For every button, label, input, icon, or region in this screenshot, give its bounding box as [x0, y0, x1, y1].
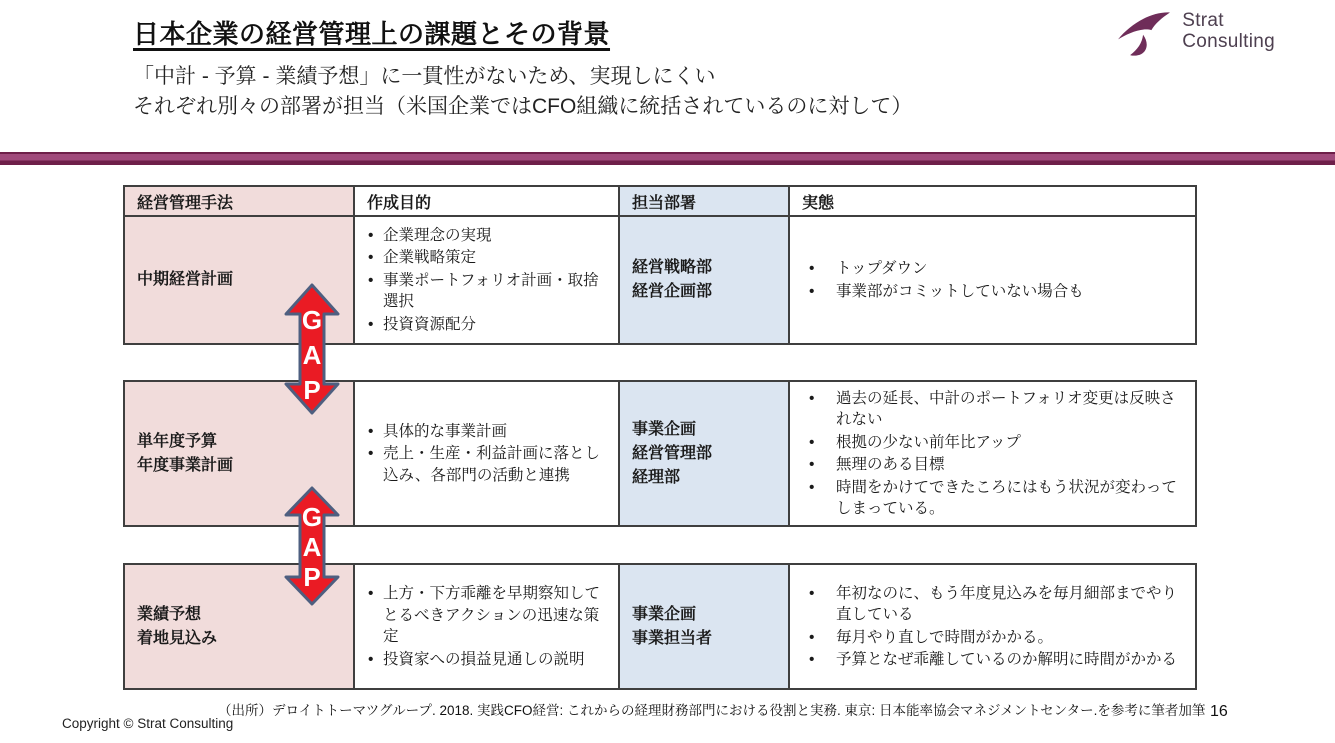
bullet-item: • 売上・生産・利益計画に落とし込み、各部門の活動と連携: [361, 443, 612, 486]
department-line: 事業企画: [632, 605, 697, 623]
bullet-item: • 投資資源配分: [361, 314, 612, 336]
purpose-cell-row2: [355, 382, 620, 525]
gap-letter: A: [302, 340, 322, 370]
method-line: 中期経営計画: [137, 271, 234, 288]
logo-swoosh-icon: [1115, 6, 1173, 56]
purpose-cell-row3: [355, 565, 620, 688]
page-number: 16: [1210, 703, 1228, 720]
department-cell-row2: [620, 382, 790, 525]
department-cell-row3: [620, 565, 790, 688]
bullet-item: • 時間をかけてできたころにはもう状況が変わってしまっている。: [796, 477, 1189, 520]
header-cell-method: 経営管理手法: [125, 187, 355, 217]
department-line: 経営企画部: [632, 283, 713, 300]
bullet-item: • 根拠の少ない前年比アップ: [796, 432, 1189, 454]
gap-letter: A: [302, 532, 322, 562]
method-line: 年度事業計画: [137, 456, 234, 474]
gap-letter: P: [303, 375, 321, 405]
logo-name-line-2: Consulting: [1182, 31, 1275, 52]
bullet-item: • トップダウン: [796, 258, 1189, 280]
bullet-item: • 事業部がコミットしていない場合も: [796, 281, 1189, 303]
gap-letter: G: [301, 502, 323, 532]
page-title: 日本企業の経営管理上の課題とその背景: [133, 19, 611, 49]
subtitle-line-2: それぞれ別々の部署が担当（米国企業ではCFO組織に統括されているのに対して）: [133, 95, 913, 118]
gap-letter: G: [301, 305, 323, 335]
logo-name-line-1: Strat: [1182, 10, 1224, 31]
department-line: 経営戦略部: [632, 259, 713, 276]
bullet-item: • 上方・下方乖離を早期察知してとるべきアクションの迅速な策定: [361, 583, 612, 648]
method-line: 単年度予算: [137, 432, 218, 450]
title-block: [133, 14, 1033, 122]
bullet-item: • 過去の延長、中計のポートフォリオ変更は反映されない: [796, 388, 1189, 431]
gap-arrow-icon: [283, 283, 341, 415]
source-citation: （出所）デロイトトーマツグループ. 2018. 実践CFO経営: これからの経理財務部門における役割と実務. 東京: 日本能率協会マネジメントセンター.を参考に筆者加筆: [218, 703, 1206, 718]
strat-consulting-logo: [1115, 6, 1275, 56]
copyright-notice: Copyright © Strat Consulting: [62, 716, 234, 731]
department-cell-row1: [620, 217, 790, 343]
purpose-cell-row1: [355, 217, 620, 343]
bullet-item: • 毎月やり直しで時間がかかる。: [796, 627, 1189, 649]
bullet-item: • 企業戦略策定: [361, 247, 612, 269]
gap-arrow-icon: [283, 486, 341, 606]
bullet-item: • 年初なのに、もう年度見込みを毎月細部までやり直している: [796, 583, 1189, 626]
reality-cell-row1: [790, 217, 1195, 343]
bullet-item: • 無理のある目標: [796, 454, 1189, 476]
bullet-item: • 企業理念の実現: [361, 225, 612, 247]
header-cell-reality: 実態: [790, 187, 1195, 217]
department-line: 事業企画: [632, 420, 697, 438]
bullet-item: • 投資家への損益見通しの説明: [361, 649, 612, 671]
department-line: 経営管理部: [632, 444, 713, 462]
header-cell-department: 担当部署: [620, 187, 790, 217]
bullet-item: • 予算となぜ乖離しているのか解明に時間がかかる: [796, 649, 1189, 671]
department-line: 経理部: [632, 468, 681, 486]
reality-cell-row3: [790, 565, 1195, 688]
bullet-item: • 具体的な事業計画: [361, 421, 612, 443]
department-line: 事業担当者: [632, 629, 713, 647]
logo-name: [1182, 10, 1275, 52]
accent-divider-bar: [0, 152, 1335, 165]
method-line: 業績予想: [137, 605, 202, 623]
header-cell-purpose: 作成目的: [355, 187, 620, 217]
gap-letter: P: [303, 562, 321, 592]
method-line: 着地見込み: [137, 629, 218, 647]
reality-cell-row2: [790, 382, 1195, 525]
subtitle-line-1: 「中計 - 予算 - 業績予想」に一貫性がないため、実現しにくい: [133, 65, 716, 88]
bullet-item: • 事業ポートフォリオ計画・取捨選択: [361, 270, 612, 313]
